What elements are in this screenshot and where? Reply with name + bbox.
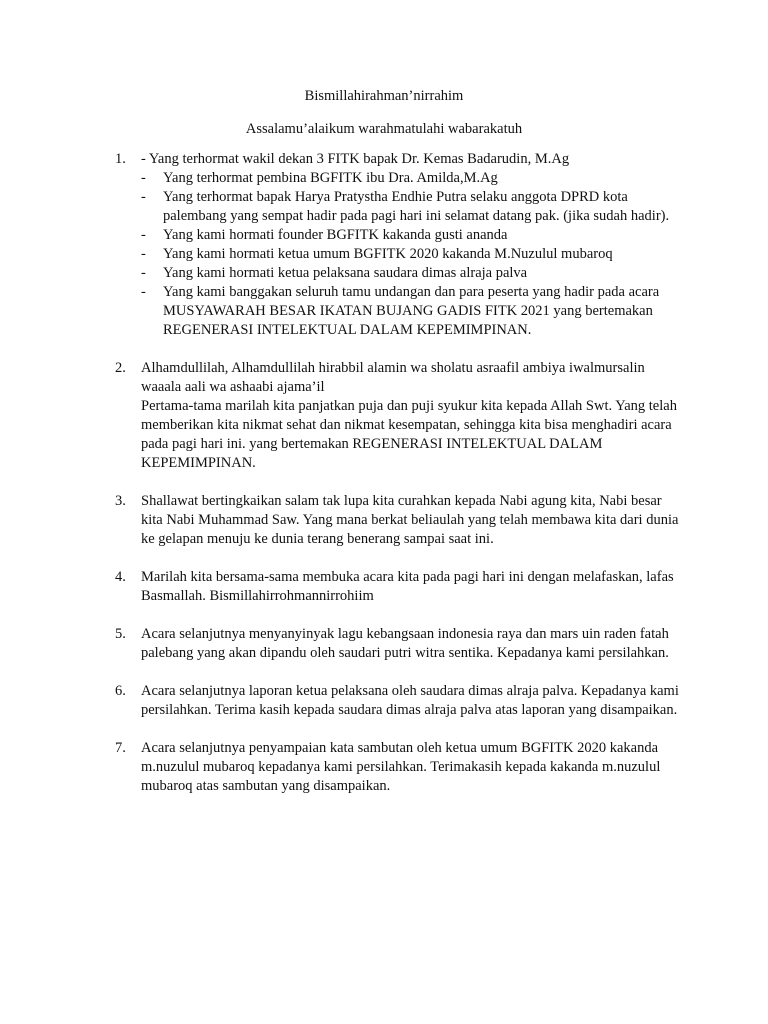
- dash-bullet: -: [141, 246, 146, 262]
- list-item-1: [115, 150, 685, 340]
- numbered-list: [115, 150, 685, 796]
- item-number: 2.: [115, 360, 126, 376]
- item-number: 5.: [115, 626, 126, 642]
- item-number: 1.: [115, 151, 126, 167]
- sub-item: [141, 264, 685, 283]
- list-item-5: [115, 625, 685, 663]
- sub-item: [141, 283, 685, 340]
- sub-item-text: Yang kami hormati ketua umum BGFITK 2020 kakanda M.Nuzulul mubaroq: [163, 246, 613, 262]
- sub-item-text: Yang kami hormati ketua pelaksana saudara dimas alraja palva: [163, 265, 528, 281]
- item-paragraph: Acara selanjutnya penyampaian kata sambutan oleh ketua umum BGFITK 2020 kakanda m.nuzulul mubaroq kepadanya kami persilahkan. Terimakasih kepada kakanda m.nuzulul mubaroq atas sambutan yang disampaikan.: [141, 740, 661, 794]
- sub-item: [141, 188, 685, 226]
- sub-item: [141, 169, 685, 188]
- bismillah-heading: Bismillahirahman’nirrahim: [304, 88, 464, 104]
- dash-bullet: -: [141, 284, 146, 300]
- list-item-6: [115, 682, 685, 720]
- item-number: 4.: [115, 569, 126, 585]
- sub-item-text: Yang kami hormati founder BGFITK kakanda gusti ananda: [163, 227, 508, 243]
- sub-item-text: Yang kami banggakan seluruh tamu undangan dan para peserta yang hadir pada acara MUSYAWARAH BESAR IKATAN BUJANG GADIS FITK 2021 yang bertemakan REGENERASI INTELEKTUAL DALAM KEPEMIMPINAN.: [163, 284, 660, 338]
- dash-bullet: -: [141, 227, 146, 243]
- item-1-lead: - Yang terhormat wakil dekan 3 FITK bapak Dr. Kemas Badarudin, M.Ag: [141, 151, 570, 167]
- dash-bullet: -: [141, 189, 146, 205]
- sub-item-text: Yang terhormat pembina BGFITK ibu Dra. Amilda,M.Ag: [163, 170, 498, 186]
- dash-bullet: -: [141, 170, 146, 186]
- item-paragraph: Pertama-tama marilah kita panjatkan puja dan puji syukur kita kepada Allah Swt. Yang telah memberikan kita nikmat sehat dan nikmat kesempatan, sehingga kita bisa menghadiri acara pada pagi hari ini. yang bertemakan REGENERASI INTELEKTUAL DALAM KEPEMIMPINAN.: [141, 398, 677, 471]
- item-paragraph: Alhamdullilah, Alhamdullilah hirabbil alamin wa sholatu asraafil ambiya iwalmursalin waaala aali wa ashaabi ajama’il: [141, 360, 645, 395]
- item-paragraph: Acara selanjutnya menyanyinyak lagu kebangsaan indonesia raya dan mars uin raden fatah palebang yang akan dipandu oleh saudari putri witra sentika. Kepadanya kami persilahkan.: [141, 626, 669, 661]
- item-number: 7.: [115, 740, 126, 756]
- item-paragraph: Shallawat bertingkaikan salam tak lupa kita curahkan kepada Nabi agung kita, Nabi besar kita Nabi Muhammad Saw. Yang mana berkat beliaulah yang telah membawa kita dari dunia ke gelapan menuju ke dunia terang benerang sampai saat ini.: [141, 493, 679, 547]
- dash-bullet: -: [141, 265, 146, 281]
- list-item-4: [115, 568, 685, 606]
- list-item-3: [115, 492, 685, 549]
- list-item-7: [115, 739, 685, 796]
- list-item-2: [115, 359, 685, 473]
- sub-item-text: Yang terhormat bapak Harya Pratystha Endhie Putra selaku anggota DPRD kota palembang yang sempat hadir pada pagi hari ini selamat datang pak. (jika sudah hadir).: [163, 189, 670, 224]
- item-number: 3.: [115, 493, 126, 509]
- greeting-line: Assalamu’alaikum warahmatulahi wabarakatuh: [245, 121, 523, 137]
- sub-item: [141, 226, 685, 245]
- sub-item: [141, 245, 685, 264]
- item-paragraph: Marilah kita bersama-sama membuka acara kita pada pagi hari ini dengan melafaskan, lafas Basmallah. Bismillahirrohmannirrohiim: [141, 569, 674, 604]
- item-number: 6.: [115, 683, 126, 699]
- item-paragraph: Acara selanjutnya laporan ketua pelaksana oleh saudara dimas alraja palva. Kepadanya kami persilahkan. Terima kasih kepada saudara dimas alraja palva atas laporan yang disampaikan.: [141, 683, 679, 718]
